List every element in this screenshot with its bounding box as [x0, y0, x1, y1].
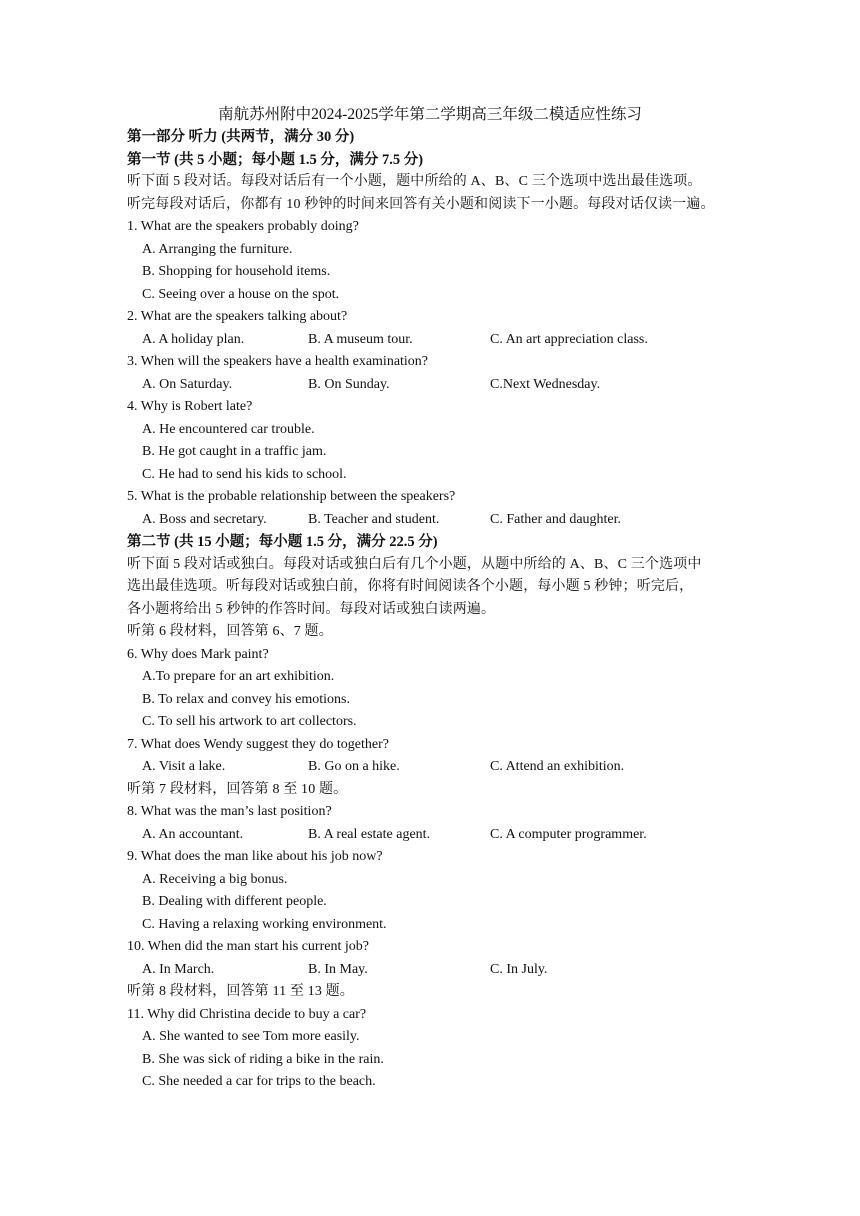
question-3-stem: 3. When will the speakers have a health examination?	[127, 354, 429, 369]
question-5-option-c: C. Father and daughter.	[490, 511, 622, 527]
question-9-option-a: A. Receiving a big bonus.	[142, 871, 288, 887]
question-3-option-a: A. On Saturday.	[142, 376, 233, 392]
question-7-option-c: C. Attend an exhibition.	[490, 759, 625, 774]
question-8-options	[127, 824, 747, 847]
question-5-option-b: B. Teacher and student.	[308, 511, 440, 527]
question-2-option-b: B. A museum tour.	[308, 331, 413, 347]
question-5-option-a: A. Boss and secretary.	[142, 511, 267, 527]
section1-instructions-line2: 听完每段对话后，你都有 10 秒钟的时间来回答有关小题和阅读下一小题。每段对话仅读一遍。	[127, 196, 715, 212]
section2-heading: 第二节 (共 15 小题；每小题 1.5 分，满分 22.5 分)	[127, 534, 438, 550]
question-1-stem: 1. What are the speakers probably doing?	[127, 219, 359, 234]
question-8-option-a: A. An accountant.	[142, 826, 244, 842]
question-2-option-a: A. A holiday plan.	[142, 331, 245, 347]
question-8-stem: 8. What was the man’s last position?	[127, 804, 332, 819]
question-9-stem: 9. What does the man like about his job now?	[127, 849, 383, 864]
question-6-option-c: C. To sell his artwork to art collectors.	[142, 714, 357, 729]
exam-content	[127, 126, 747, 1094]
question-6-stem: 6. Why does Mark paint?	[127, 646, 269, 662]
page-title: 南航苏州附中2024-2025学年第二学期高三年级二模适应性练习	[218, 106, 642, 123]
material-6-note: 听第 6 段材料，回答第 6、7 题。	[127, 624, 333, 639]
question-6-option-b: B. To relax and convey his emotions.	[142, 691, 350, 707]
section1-instructions-line1: 听下面 5 段对话。每段对话后有一个小题，题中所给的 A、B、C 三个选项中选出最佳选项。	[127, 174, 702, 189]
question-4-option-b: B. He got caught in a traffic jam.	[142, 444, 327, 459]
question-11-option-a: A. She wanted to see Tom more easily.	[142, 1029, 360, 1044]
material-8-note: 听第 8 段材料，回答第 11 至 13 题。	[127, 984, 354, 999]
section2-instructions-line2: 选出最佳选项。听每段对话或独白前，你将有时间阅读各个小题，每小题 5 秒钟；听完后，	[127, 579, 694, 594]
question-10-option-a: A. In March.	[142, 961, 215, 977]
question-1-option-b: B. Shopping for household items.	[142, 264, 331, 279]
question-11-option-c: C. She needed a car for trips to the beach.	[142, 1074, 376, 1089]
section1-heading: 第一节 (共 5 小题；每小题 1.5 分，满分 7.5 分)	[127, 151, 424, 168]
question-10-stem: 10. When did the man start his current job?	[127, 939, 369, 954]
question-10-option-c: C. In July.	[490, 961, 548, 977]
question-5-options	[127, 509, 747, 532]
question-3-option-b: B. On Sunday.	[308, 376, 390, 392]
question-10-options	[127, 959, 747, 982]
question-11-stem: 11. Why did Christina decide to buy a car?	[127, 1006, 367, 1022]
question-4-stem: 4. Why is Robert late?	[127, 399, 253, 414]
question-6-option-a: A.To prepare for an art exhibition.	[142, 669, 335, 684]
question-4-option-a: A. He encountered car trouble.	[142, 421, 315, 437]
question-4-option-c: C. He had to send his kids to school.	[142, 466, 347, 482]
question-7-option-a: A. Visit a lake.	[142, 759, 226, 774]
question-7-options	[127, 756, 747, 779]
question-9-option-b: B. Dealing with different people.	[142, 894, 327, 909]
material-7-note: 听第 7 段材料，回答第 8 至 10 题。	[127, 781, 348, 797]
question-1-option-a: A. Arranging the furniture.	[142, 241, 293, 257]
question-10-option-b: B. In May.	[308, 961, 368, 977]
question-2-options	[127, 329, 747, 352]
question-11-option-b: B. She was sick of riding a bike in the rain.	[142, 1051, 384, 1067]
question-5-stem: 5. What is the probable relationship between the speakers?	[127, 489, 456, 504]
question-3-option-c: C.Next Wednesday.	[490, 376, 601, 392]
question-1-option-c: C. Seeing over a house on the spot.	[142, 286, 340, 302]
question-9-option-c: C. Having a relaxing working environment.	[142, 916, 387, 932]
question-7-stem: 7. What does Wendy suggest they do together?	[127, 736, 389, 752]
question-8-option-c: C. A computer programmer.	[490, 826, 647, 842]
question-2-option-c: C. An art appreciation class.	[490, 331, 648, 347]
question-8-option-b: B. A real estate agent.	[308, 826, 431, 842]
question-7-option-b: B. Go on a hike.	[308, 759, 400, 774]
part1-heading: 第一部分 听力 (共两节，满分 30 分)	[127, 129, 355, 145]
section2-instructions-line1: 听下面 5 段对话或独白。每段对话或独白后有几个小题，从题中所给的 A、B、C 三个选项中	[127, 556, 702, 572]
section2-instructions-line3: 各小题将给出 5 秒钟的作答时间。每段对话或独白读两遍。	[127, 601, 496, 617]
question-2-stem: 2. What are the speakers talking about?	[127, 309, 348, 324]
question-3-options	[127, 374, 747, 397]
